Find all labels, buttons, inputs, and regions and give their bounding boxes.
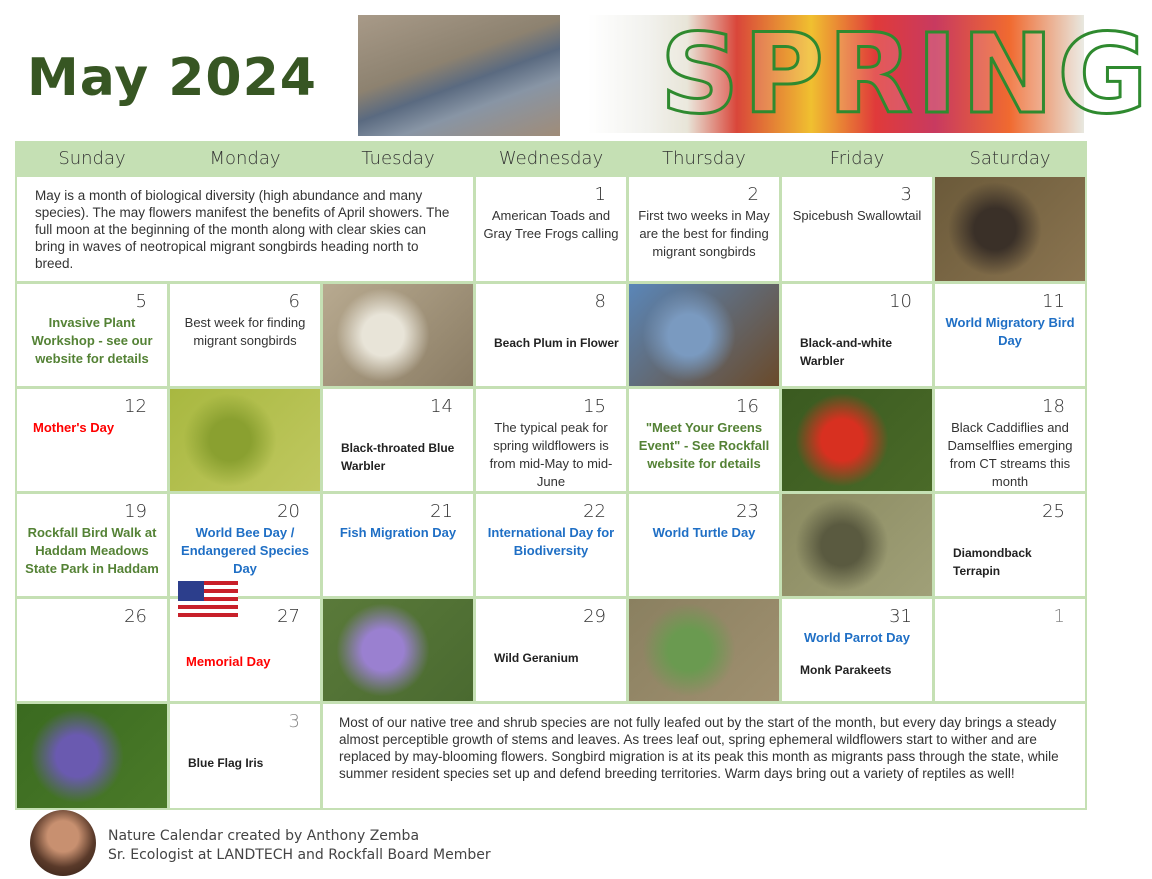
footer-credit: Nature Calendar created by Anthony Zemba xyxy=(108,828,420,844)
day-cell-21 xyxy=(323,494,473,596)
spring-banner-text: SPRING xyxy=(660,10,1152,138)
day-event: Best week for finding migrant songbirds xyxy=(184,315,306,348)
day-event: Fish Migration Day xyxy=(339,525,457,540)
day-cell-8 xyxy=(476,284,626,386)
day-number: 16 xyxy=(736,396,759,417)
day-event: Black-and-white Warbler xyxy=(800,336,893,368)
weekday-saturday: Saturday xyxy=(935,143,1085,174)
day-event: World Turtle Day xyxy=(652,525,756,540)
outro-note: Most of our native tree and shrub species are not fully leafed out by the start of the month, but every day brings a steady almost perceptible growth of stems and leaves. As trees leaf out, spring ephemeral wildflowers start to wither and are replaced by may-blooming flowers. Songbird migration is at its peak this month as migrants pass through the state, while summer resident species set up and defend breeding territories. Warm days bring out a variety of reptiles as well! xyxy=(323,704,1085,808)
day-number: 3 xyxy=(900,184,912,205)
day-cell-11 xyxy=(935,284,1085,386)
warbler-header-photo xyxy=(358,15,560,136)
author-avatar xyxy=(30,810,96,876)
intro-note: May is a month of biological diversity (high abundance and many species). The may flowers manifest the benefits of April showers. The full moon at the beginning of the month along with clear skies can bring in waves of neotropical migrant songbirds heading north to breed. xyxy=(17,177,473,281)
day-cell-31 xyxy=(782,599,932,701)
day-number: 6 xyxy=(288,291,300,312)
day-cell-14 xyxy=(323,389,473,491)
day-event: Black-throated Blue Warbler xyxy=(341,441,455,473)
weekday-tuesday: Tuesday xyxy=(323,143,473,174)
weekday-monday: Monday xyxy=(170,143,320,174)
wild-geranium-photo xyxy=(323,599,473,701)
day-number: 2 xyxy=(747,184,759,205)
day-cell-18 xyxy=(935,389,1085,491)
monk-parakeets-photo xyxy=(629,599,779,701)
day-cell-12 xyxy=(17,389,167,491)
day-event: "Meet Your Greens Event" - See Rockfall website for details xyxy=(638,420,770,471)
day-number: 1 xyxy=(1053,606,1065,627)
day-event: American Toads and Gray Tree Frogs calling xyxy=(483,208,619,241)
black-throated-blue-warbler-photo xyxy=(170,389,320,491)
day-cell-5 xyxy=(17,284,167,386)
day-number: 26 xyxy=(124,606,147,627)
day-number: 8 xyxy=(594,291,606,312)
day-cell-3 xyxy=(782,177,932,281)
day-cell-22 xyxy=(476,494,626,596)
day-event: Rockfall Bird Walk at Haddam Meadows State Park in Haddam xyxy=(25,525,159,576)
day-event: Spicebush Swallowtail xyxy=(792,208,922,223)
day-event: World Parrot Day xyxy=(804,630,910,645)
day-number: 11 xyxy=(1042,291,1065,312)
day-number: 31 xyxy=(889,606,912,627)
american-flag-icon xyxy=(178,581,238,621)
weekday-sunday: Sunday xyxy=(17,143,167,174)
day-event: World Migratory Bird Day xyxy=(945,315,1075,348)
day-event: The typical peak for spring wildflowers is from mid-May to mid-June xyxy=(489,420,613,489)
day-photo-caption: Monk Parakeets xyxy=(800,663,892,677)
day-number: 20 xyxy=(277,501,300,522)
day-number: 18 xyxy=(1042,396,1065,417)
footer-title: Sr. Ecologist at LANDTECH and Rockfall Board Member xyxy=(108,847,491,863)
columbine-photo xyxy=(782,389,932,491)
black-and-white-warbler-photo xyxy=(629,284,779,386)
day-number: 23 xyxy=(736,501,759,522)
diamondback-terrapin-photo xyxy=(782,494,932,596)
day-event: Memorial Day xyxy=(186,654,271,669)
day-number: 22 xyxy=(583,501,606,522)
day-number: 5 xyxy=(135,291,147,312)
day-event: Beach Plum in Flower xyxy=(494,336,619,350)
day-cell-10 xyxy=(782,284,932,386)
beach-plum-photo xyxy=(323,284,473,386)
day-number: 19 xyxy=(124,501,147,522)
day-event: Invasive Plant Workshop - see our website for details xyxy=(31,315,153,366)
day-cell-6 xyxy=(170,284,320,386)
day-cell-15 xyxy=(476,389,626,491)
calendar-grid xyxy=(15,141,1087,810)
day-number: 3 xyxy=(288,711,300,732)
day-cell-1 xyxy=(935,599,1085,701)
day-cell-25 xyxy=(935,494,1085,596)
day-number: 25 xyxy=(1042,501,1065,522)
day-number: 1 xyxy=(594,184,606,205)
day-event: Wild Geranium xyxy=(494,651,579,665)
day-event: Blue Flag Iris xyxy=(188,756,264,770)
day-cell-19 xyxy=(17,494,167,596)
day-number: 12 xyxy=(124,396,147,417)
day-event: World Bee Day / Endangered Species Day xyxy=(181,525,309,576)
day-number: 27 xyxy=(277,606,300,627)
spring-banner-image xyxy=(588,10,1152,138)
day-cell-1 xyxy=(476,177,626,281)
spicebush-swallowtail-photo xyxy=(935,177,1085,281)
day-event: Black Caddiflies and Damselflies emerging from CT streams this month xyxy=(947,420,1073,489)
weekday-wednesday: Wednesday xyxy=(476,143,626,174)
day-cell-3 xyxy=(170,704,320,808)
day-cell-16 xyxy=(629,389,779,491)
day-event: Diamondback Terrapin xyxy=(953,546,1032,578)
day-event: First two weeks in May are the best for finding migrant songbirds xyxy=(638,208,770,259)
day-number: 15 xyxy=(583,396,606,417)
day-number: 21 xyxy=(430,501,453,522)
day-number: 14 xyxy=(430,396,453,417)
day-cell-26 xyxy=(17,599,167,701)
day-cell-2 xyxy=(629,177,779,281)
weekday-thursday: Thursday xyxy=(629,143,779,174)
blue-flag-iris-photo xyxy=(17,704,167,808)
day-number: 10 xyxy=(889,291,912,312)
day-cell-29 xyxy=(476,599,626,701)
day-event: International Day for Biodiversity xyxy=(487,525,615,558)
page-title: May 2024 xyxy=(27,48,317,108)
day-cell-23 xyxy=(629,494,779,596)
day-number: 29 xyxy=(583,606,606,627)
day-cell-27 xyxy=(170,599,320,701)
day-event: Mother's Day xyxy=(33,420,115,435)
weekday-friday: Friday xyxy=(782,143,932,174)
